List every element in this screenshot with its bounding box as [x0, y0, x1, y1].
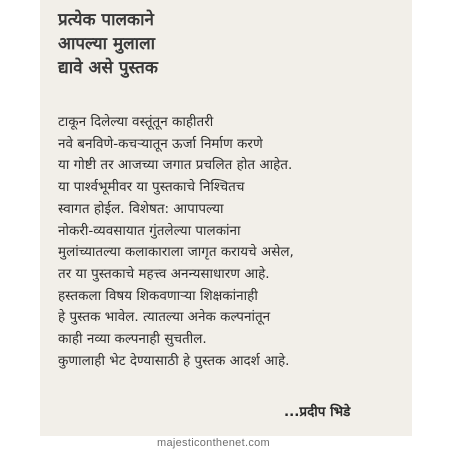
- body-line: तर या पुस्तकाचे महत्त्व अनन्यसाधारण आहे.: [58, 265, 270, 282]
- body-line: या गोष्टी तर आजच्या जगात प्रचलित होत आहेत.: [58, 157, 293, 174]
- body-line: स्वागत होईल. विशेषत: आपापल्या: [58, 200, 224, 217]
- body-line: काही नव्या कल्पनाही सुचतील.: [58, 331, 207, 348]
- body-line: टाकून दिलेल्या वस्तूंतून काहीतरी: [58, 114, 214, 130]
- body-line: कुणालाही भेट देण्यासाठी हे पुस्तक आदर्श आहे.: [58, 352, 290, 369]
- author-signature: ...प्रदीप भिडे: [284, 404, 351, 420]
- body-line: हे पुस्तक भावेल. त्यातल्या अनेक कल्पनांतून: [58, 309, 271, 326]
- body-line: मुलांच्यातल्या कलाकाराला जागृत करायचे असेल,: [58, 244, 294, 261]
- title-line: प्रत्येक पालकाने: [58, 10, 154, 30]
- review-title: [58, 8, 398, 80]
- title-line: द्यावे असे पुस्तक: [58, 58, 158, 78]
- body-line: या पार्श्वभूमीवर या पुस्तकाचे निश्चितच: [58, 179, 245, 196]
- body-line: नवे बनविणे-कचऱ्यातून ऊर्जा निर्माण करणे: [58, 135, 263, 152]
- body-line: नोकरी-व्यवसायात गुंतलेल्या पालकांना: [58, 222, 241, 239]
- site-watermark: majesticonthenet.com: [157, 437, 270, 449]
- review-body: [58, 112, 403, 372]
- body-line: हस्तकला विषय शिकवणाऱ्या शिक्षकांनाही: [58, 287, 258, 304]
- title-line: आपल्या मुलाला: [58, 34, 156, 54]
